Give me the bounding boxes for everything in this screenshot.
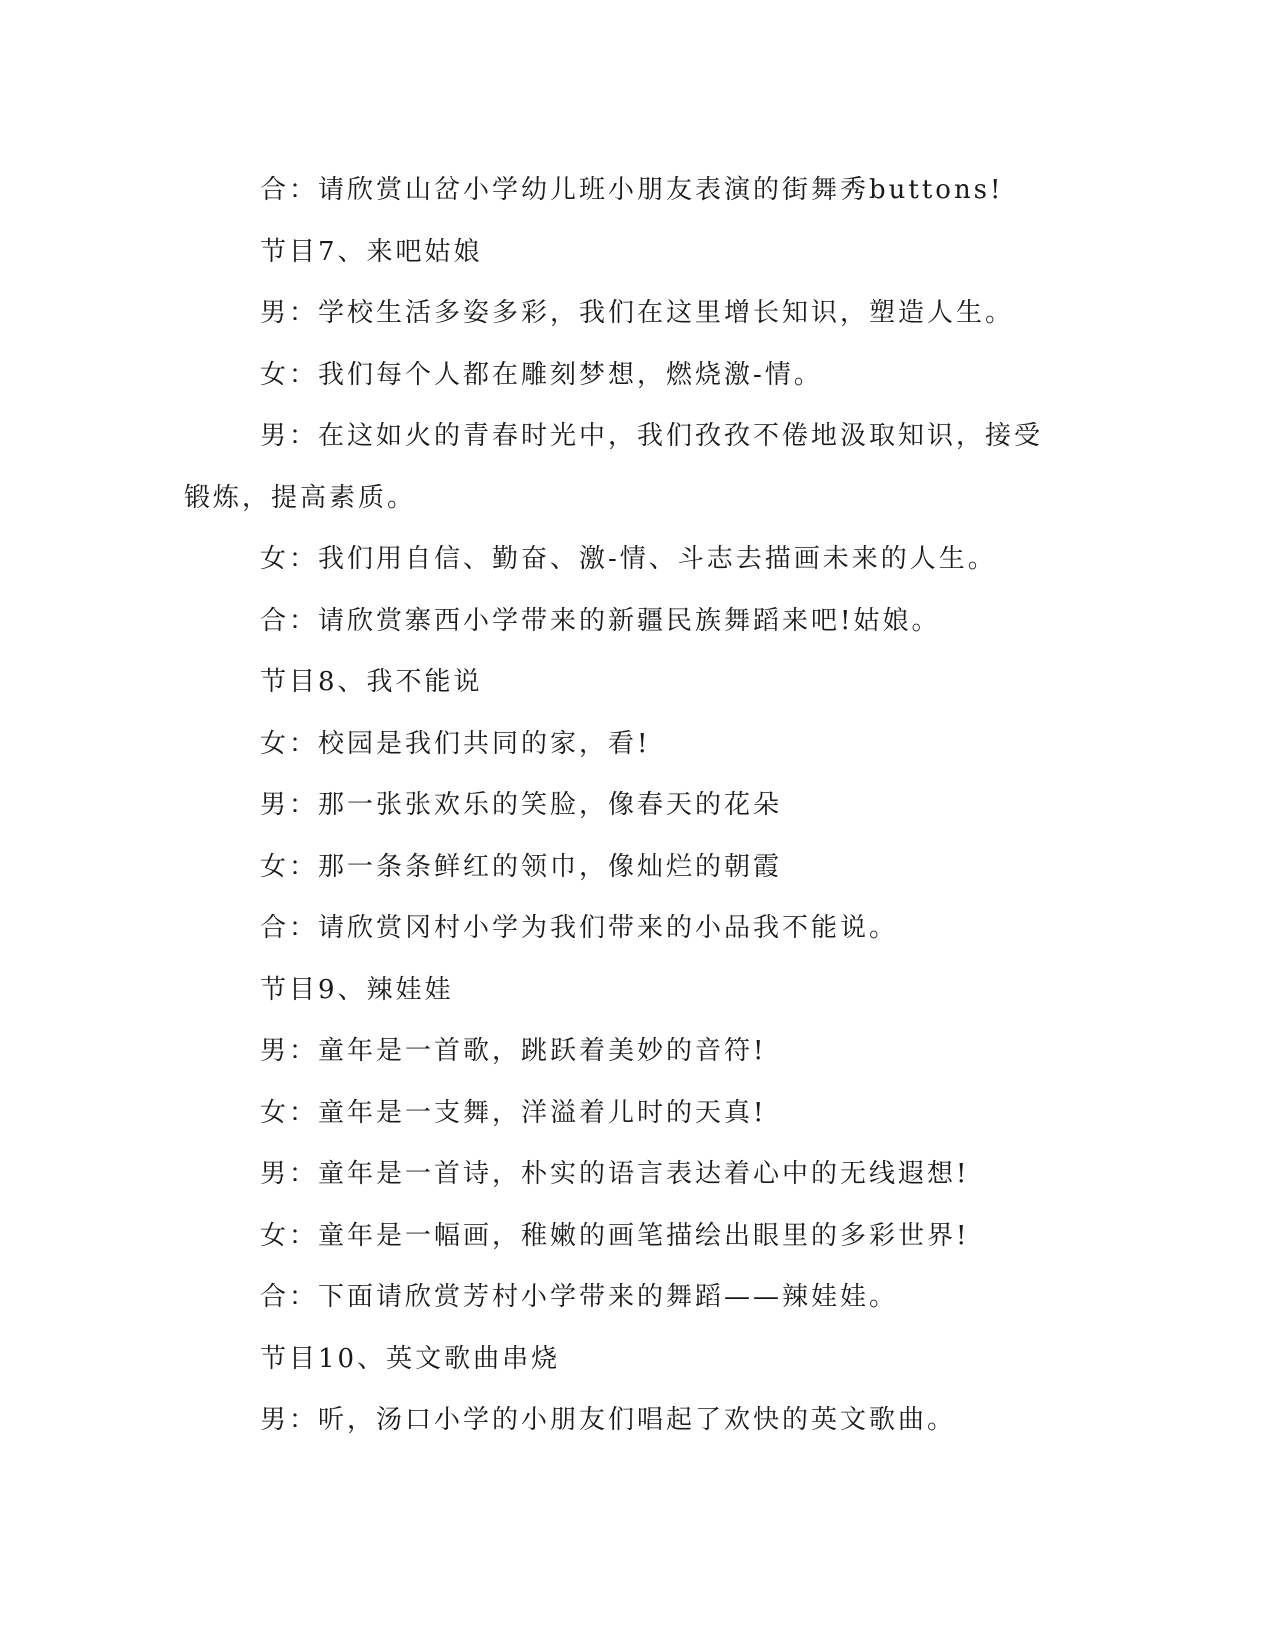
paragraph: 合：请欣赏冈村小学为我们带来的小品我不能说。 (260, 913, 899, 943)
paragraph: 男：童年是一首歌，跳跃着美妙的音符! (260, 1036, 767, 1066)
paragraph: 女：童年是一支舞，洋溢着儿时的天真! (260, 1097, 767, 1128)
paragraph: 男：在这如火的青春时光中，我们孜孜不倦地汲取知识，接受锻炼，提高素质。 (184, 421, 1044, 513)
paragraph: 女：我们用自信、勤奋、激-情、斗志去描画未来的人生。 (260, 544, 997, 574)
paragraph: 女：那一条条鲜红的领巾，像灿烂的朝霞 (260, 851, 783, 882)
paragraph: 女：校园是我们共同的家，看! (260, 728, 651, 759)
paragraph: 男：听，汤口小学的小朋友们唱起了欢快的英文歌曲。 (260, 1405, 957, 1435)
program-heading: 节目7、来吧姑娘 (260, 236, 483, 267)
document-body (184, 160, 1064, 1452)
paragraph: 男：童年是一首诗，朴实的语言表达着心中的无线遐想! (260, 1159, 970, 1189)
program-heading: 节目8、我不能说 (260, 667, 483, 697)
paragraph: 女：童年是一幅画，稚嫩的画笔描绘出眼里的多彩世界! (260, 1220, 970, 1251)
program-heading: 节目10、英文歌曲串烧 (260, 1343, 561, 1374)
paragraph: 合：请欣赏寨西小学带来的新疆民族舞蹈来吧!姑娘。 (260, 605, 941, 636)
paragraph: 男：学校生活多姿多彩，我们在这里增长知识，塑造人生。 (260, 298, 1015, 328)
paragraph: 男：那一张张欢乐的笑脸，像春天的花朵 (260, 790, 783, 820)
paragraph: 合：请欣赏山岔小学幼儿班小朋友表演的街舞秀buttons! (260, 175, 1004, 205)
paragraph: 女：我们每个人都在雕刻梦想，燃烧激-情。 (260, 359, 823, 390)
program-heading: 节目9、辣娃娃 (260, 974, 454, 1005)
paragraph: 合：下面请欣赏芳村小学带来的舞蹈——辣娃娃。 (260, 1282, 899, 1312)
